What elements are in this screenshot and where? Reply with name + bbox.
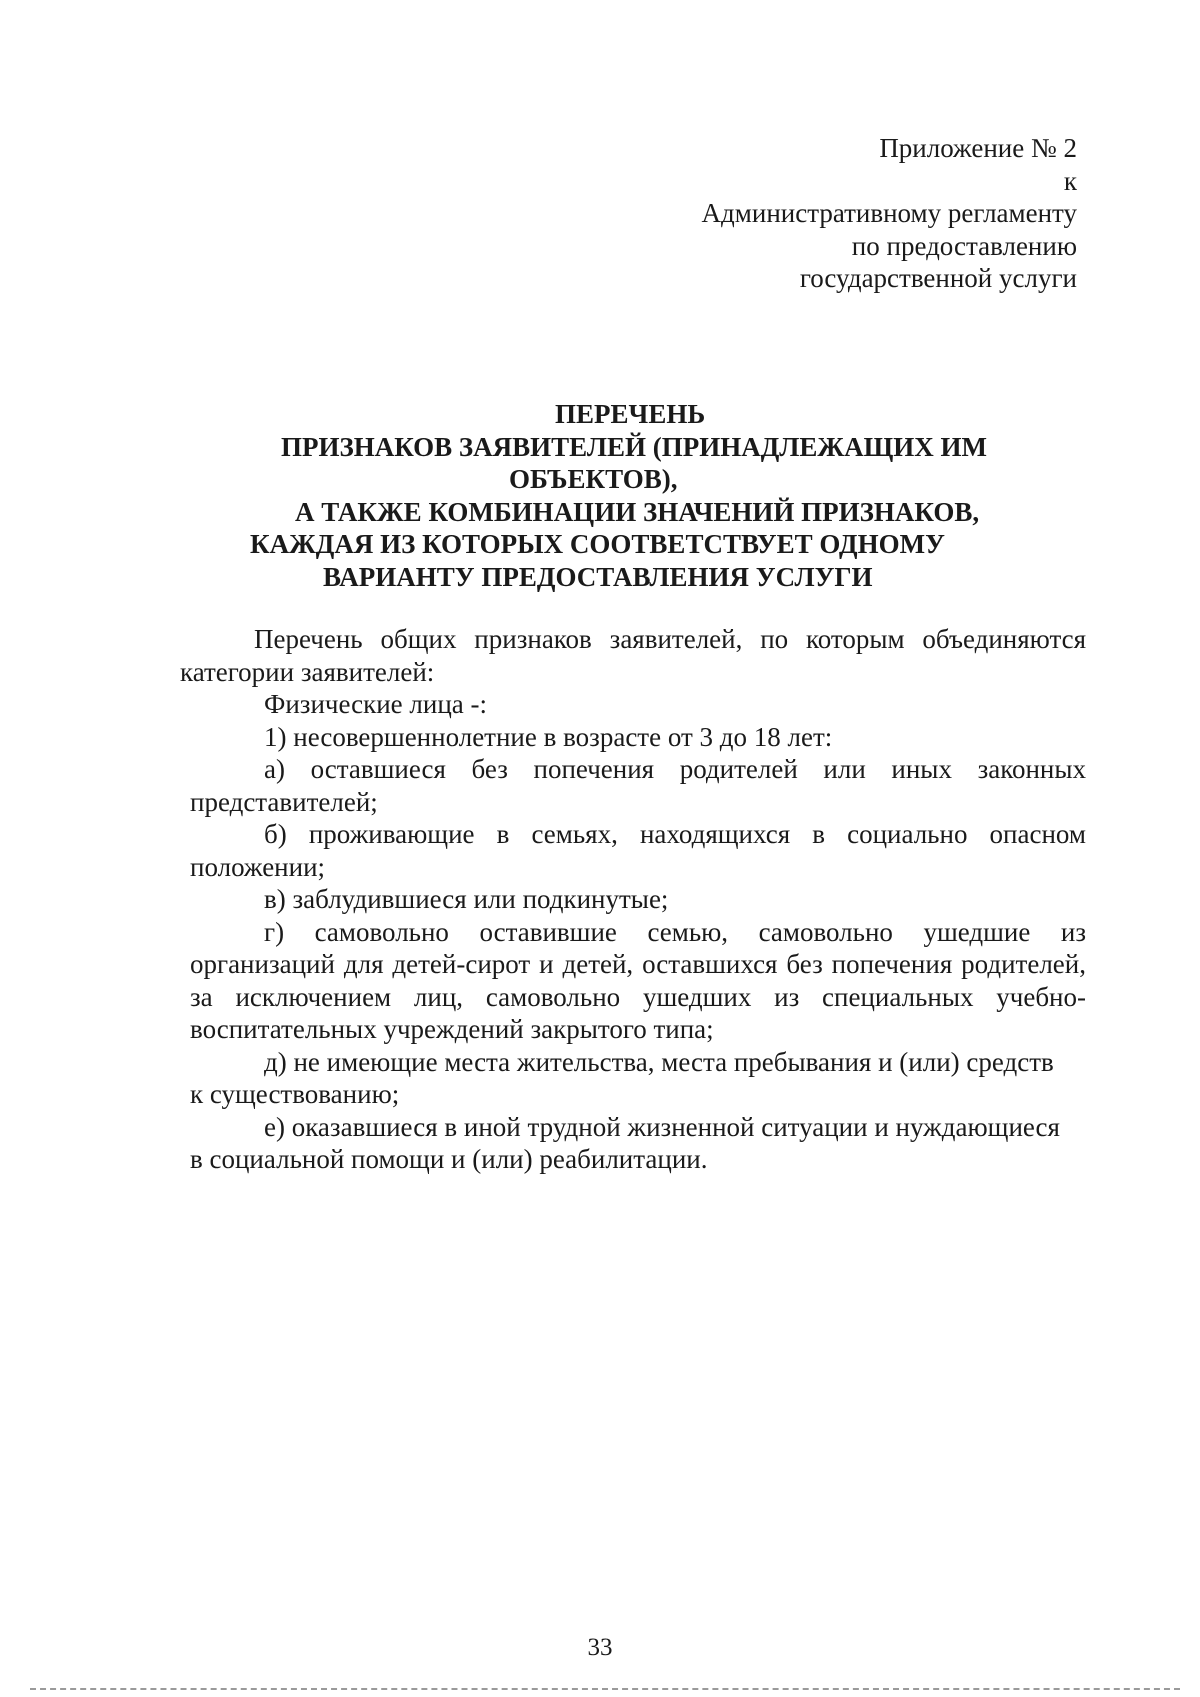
item-v: в) заблудившиеся или подкинутые; [264,884,669,914]
appendix-number: Приложение № 2 [879,133,1077,163]
title-line-5: КАЖДАЯ ИЗ КОТОРЫХ СООТВЕТСТВУЕТ ОДНОМУ [250,529,945,559]
item-a: а) оставшиеся без попечения родителей или иных законных представителей; [190,754,1086,817]
title-line-6: ВАРИАНТУ ПРЕДОСТАВЛЕНИЯ УСЛУГИ [323,561,873,592]
appendix-reference [702,132,1077,295]
appendix-service: государственной услуги [799,263,1077,293]
item-e-line-1: е) оказавшиеся в иной трудной жизненной ситуации и нуждающиеся [264,1111,1060,1142]
item-e-line-2: в социальной помощи и (или) реабилитации. [190,1144,708,1174]
intro-paragraph: Перечень общих признаков заявителей, по которым объединяются категории заявителей: [180,624,1086,687]
bottom-edge-line [30,1688,1180,1690]
title-line-2: ПРИЗНАКОВ ЗАЯВИТЕЛЕЙ (ПРИНАДЛЕЖАЩИХ ИМ [281,431,987,462]
individuals-heading: Физические лица -: [264,689,488,719]
item-d-line-1: д) не имеющие места жительства, места пребывания и (или) средств [264,1046,1054,1077]
title-line-4: А ТАКЖЕ КОМБИНАЦИИ ЗНАЧЕНИЙ ПРИЗНАКОВ, [295,496,980,527]
title-line-1: ПЕРЕЧЕНЬ [555,399,706,429]
appendix-to: к [1063,165,1077,196]
item-d-line-2: к существованию; [190,1079,400,1109]
item-b: б) проживающие в семьях, находящихся в социально опасном положении; [190,819,1086,882]
document-body [180,623,1086,1176]
item-g: г) самовольно оставившие семью, самовольно ушедшие из организаций для детей-сирот и детей, оставшихся без попечения родителей, за исключением лиц, самовольно ушедших из специальных учебно-воспитательных учреждений закрытого типа; [190,916,1086,1044]
document-title [250,398,1070,593]
item-1: 1) несовершеннолетние в возрасте от 3 до 18 лет: [264,721,833,752]
appendix-regulation: Административному регламенту [701,198,1077,228]
appendix-provision: по предоставлению [851,230,1077,261]
title-line-3: ОБЪЕКТОВ), [509,464,678,494]
page-number: 33 [587,1634,613,1661]
